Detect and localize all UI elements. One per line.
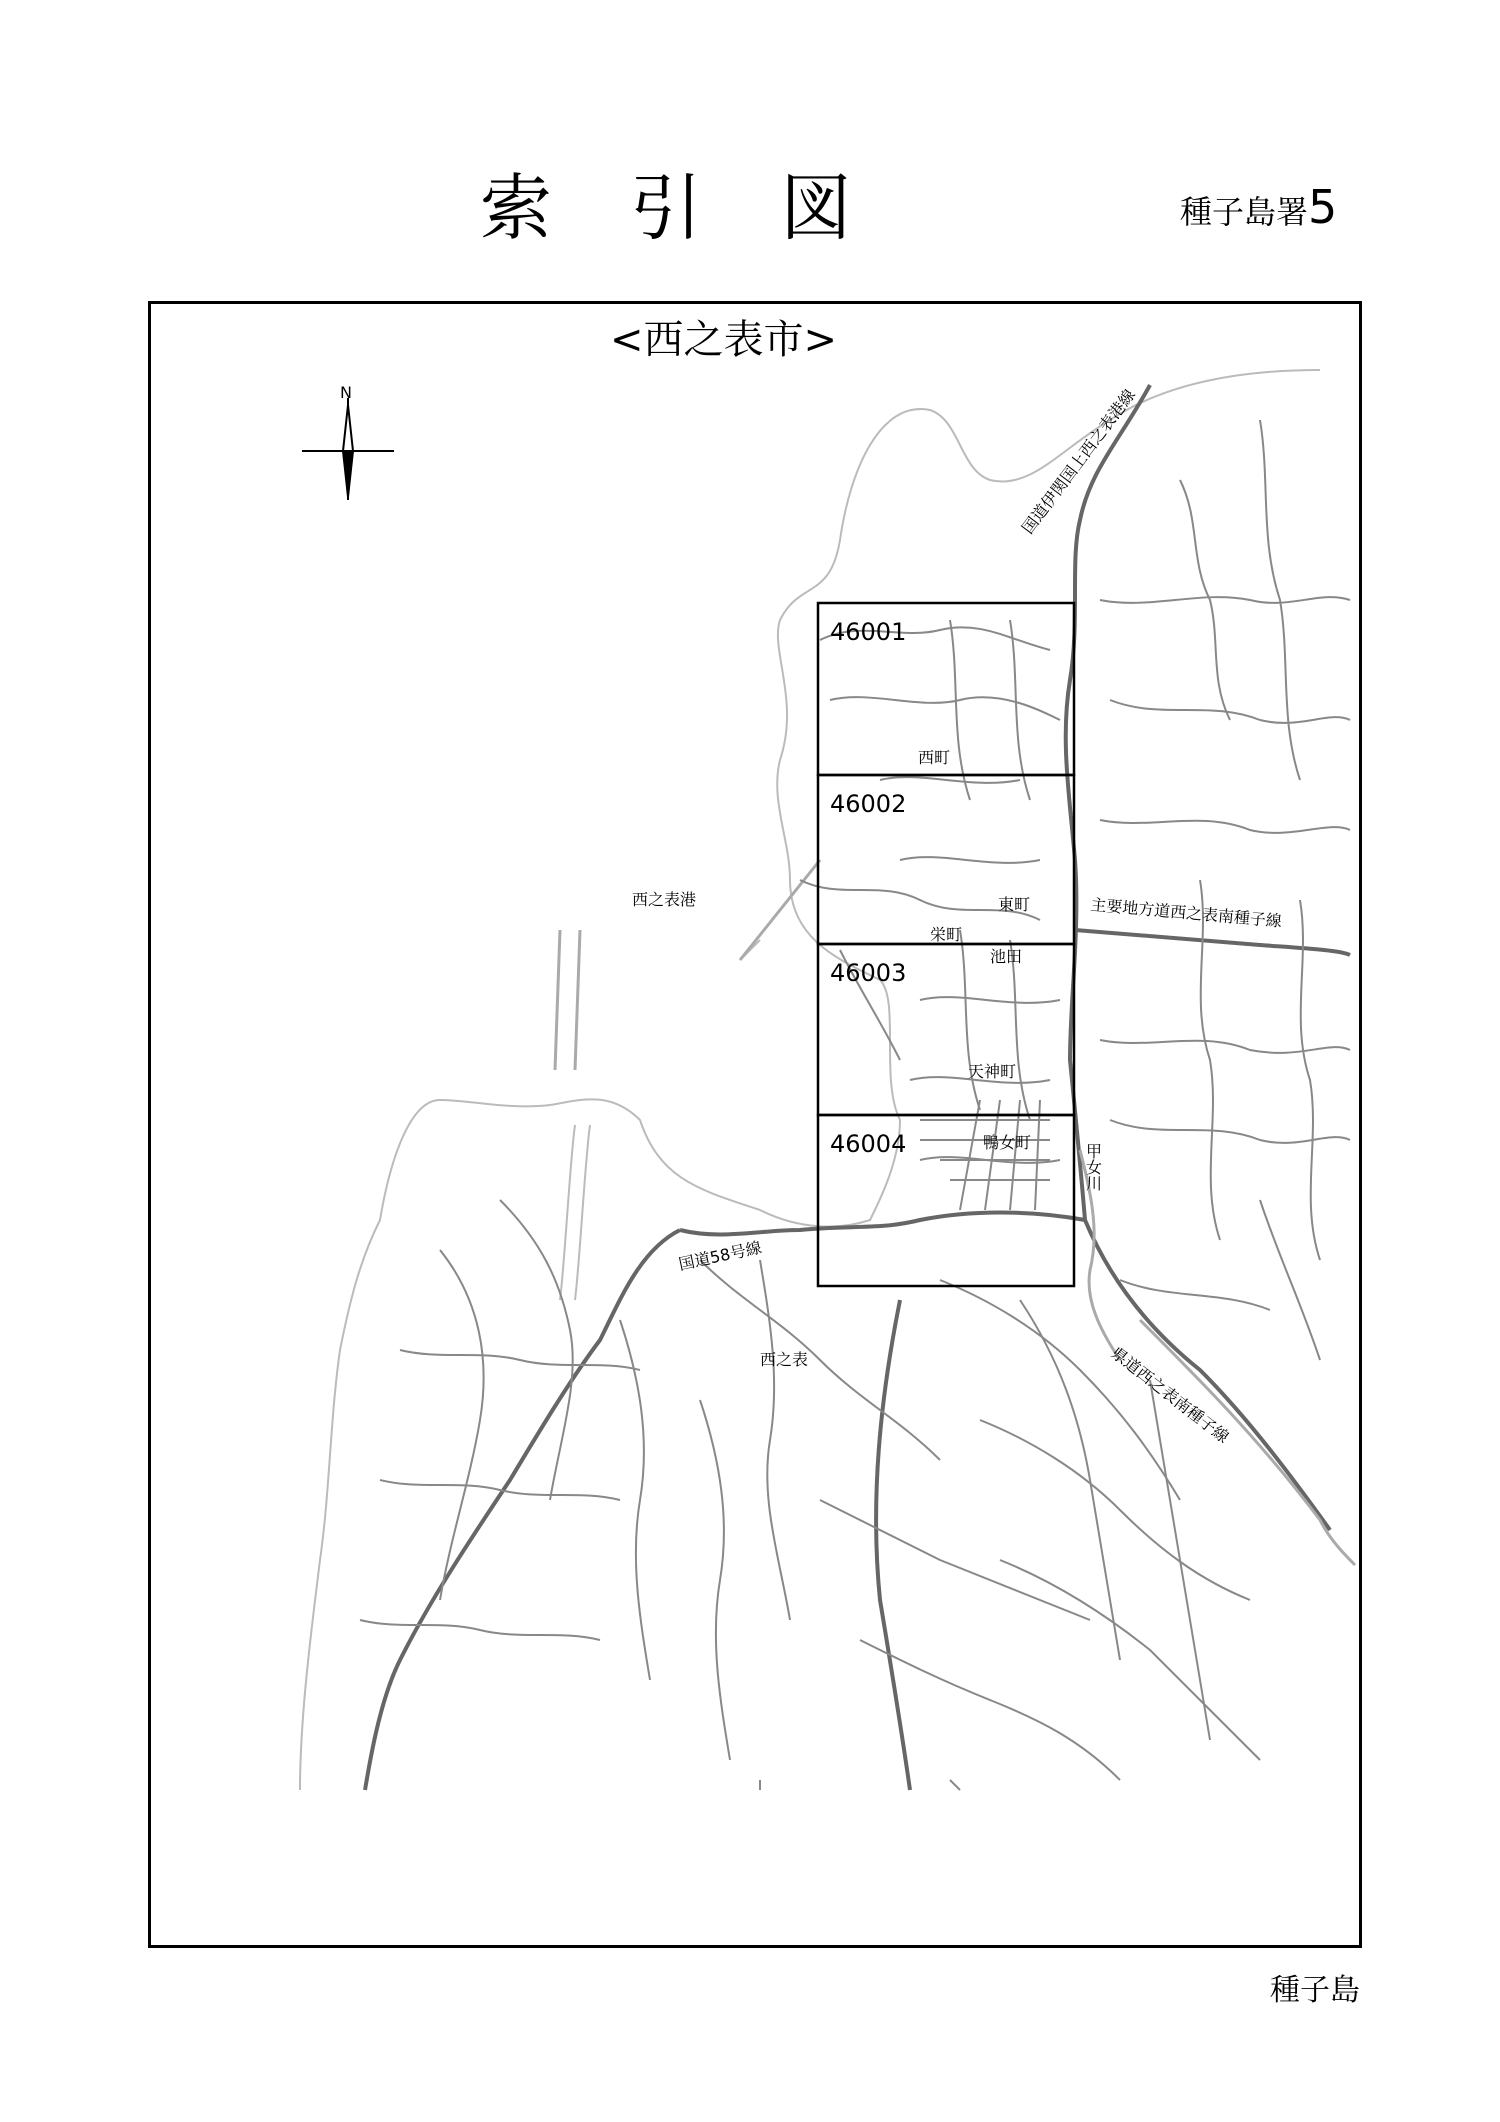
road-labels	[677, 385, 1283, 1446]
title-char: 引	[630, 166, 703, 250]
label-route-58: 国道58号線	[676, 1237, 764, 1274]
label-nishimachi: 西町	[918, 748, 951, 767]
label-prefectural-road: 県道西之表南種子線	[1107, 1343, 1233, 1447]
label-sakaemachi: 栄町	[930, 925, 963, 944]
title-char: 索	[480, 166, 553, 250]
label-main-local-road: 主要地方道西之表南種子線	[1089, 895, 1283, 931]
place-labels	[632, 748, 1103, 1369]
label-nishinoomote: 西之表	[760, 1350, 809, 1369]
grid-cell-label: 46003	[830, 959, 907, 987]
grid-cell-label: 46002	[830, 790, 907, 818]
major-roads	[365, 385, 1350, 1790]
label-tenjinmachi: 天神町	[968, 1062, 1017, 1081]
sheet-prefix: 種子島署	[1180, 193, 1309, 231]
footer-island: 種子島	[1270, 1973, 1360, 2008]
label-koumegawa: 甲女川	[1083, 1143, 1103, 1191]
label-port: 西之表港	[632, 890, 697, 909]
north-arrow-icon	[302, 383, 394, 500]
label-ikeda: 池田	[990, 947, 1023, 966]
grid-cell-label: 46004	[830, 1130, 907, 1158]
grid-cell-label: 46001	[830, 618, 907, 646]
north-label: N	[340, 383, 352, 402]
title-char: 図	[780, 166, 853, 250]
label-port-line: 国道伊関国上西之表港線	[1018, 385, 1140, 538]
sheet-number: 5	[1308, 180, 1338, 234]
label-higashimachi: 東町	[998, 895, 1031, 914]
label-kamomechou: 鴨女町	[983, 1133, 1032, 1152]
city-name: <西之表市>	[610, 317, 838, 363]
coastline	[300, 370, 1320, 1790]
